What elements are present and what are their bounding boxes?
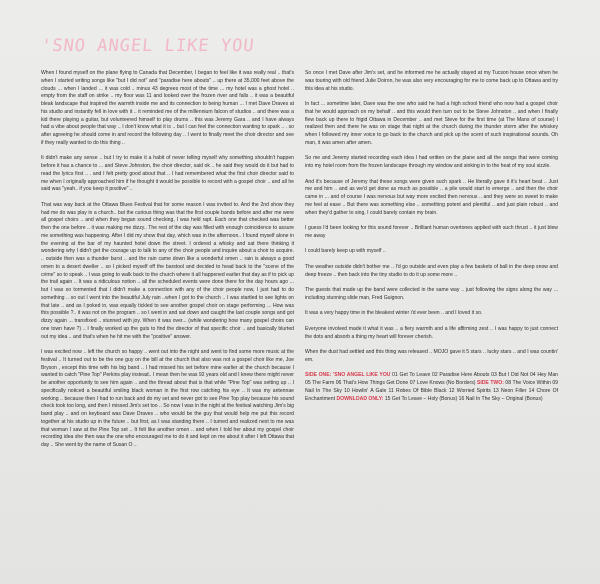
download-only-label: DOWNLOAD ONLY: [336,395,385,402]
right-text-column [305,70,558,411]
side-one-tracks: 01 Get To Leave 02 Paradise Here Abouts 03 But I Did Not 04 Hey Man 05 The Farm 06 That's How Things Get Done 07 Love Knows (No Borders) [305,372,558,386]
left-text-column [41,70,294,458]
right-paragraph: And it's because of Jeremy that these songs were given such spark .. He literally gave it it's heart beat .. Just me and him .. and as we'd get done as much as possible .. a pile would start to emerge .. and then the choir came in ... and of course I was nervous but way more excited then nervous .. and they were so sweet to make me feel at ease .. But there was something else .. something potent and plentiful .. and just plain robust .. and when they'd gather to sing, I could barely contain my brain. [305,178,558,216]
right-paragraph: I could barely keep up with myself .. [305,248,386,255]
right-paragraph: Everyone involved made it what it was .. a fiery warmth and a life affirming zest .. I was happy to just connect the dots and absorb a thing my heart will forever cherish. [305,325,558,340]
right-paragraph: The weather outside didn't bother me .. I'd go outside and even play a few baskets of ball in the deep snow and deep freeze .. then back into the tiny studio to do it up some more .. [305,263,558,278]
left-paragraph: It didn't make any sense .. but I try to make it a habit of never telling myself why something shouldn't happen before it has a chance to ... and Steve Johnston, the choir director, said ok .. he said they would do it but had to read the lyrics first .. . and I felt pretty good about that .. I had remembered what the first choir director said to me when I originally approached him if he thought it would be possible to record with a gospel choir .. and all he said was "yeah.. if you keep it positive" .. [41,155,294,193]
right-paragraph: So me and Jeremy started recording each idea I had written on the plane and all the songs that were coming into my hotel room from the frozen landscape through my window and sinking in to the heat of my soul sizzle. [305,155,558,169]
left-paragraph: That was way back at the Ottawa Blues Festival that for some reason I was invited to. And the 2nd show they had me do was play in a church.. but the curious thing was that the first couple bands before and after me were all gospel choirs .. and when they began sound checking, I was held rapt. Each one that checked was better then the one before .. it was making me dizzy.. The rest of the day was filled with enough coincidence to assure me something was happening. After I did my show that day, which was in the afternoon.. I found myself alone in the evening at the bar of my haunted hotel down the street. I ordered a whisky and sat there thinking it wondering why I didn't get the courage up to talk to any of the choir people and inquire about a choir to acquire. .. outside then was a thunder burst .. and the rain came down like a wonderful omen .. rain is always a good omen to a desert dweller .. so I picked myself off the barstool and decided to head back to the "scene of the crime" so to speak .. I was going to walk back to the church where it all happened earlier that day as if to pick up the trail again .. It was a ridiculous notion .. all the scheduled events were done there for the day hours ago ... but I was so tormented that I didn't make a connection with any of the choir people now, I just had to do something .. so out I went into the beautiful July rain ..when I got to the church .. I was startled to see lights on that late .. and as I poked in, was equally tickled to see another gospel choir on stage performing ... How was this possible ?.. it was not on the program .. so I went in and sat down and caught the last couple songs and got dizzy again ... transfixed .. stunned with joy. When it was over... (while wondering how many gospel choirs can one town have ?) .. I finally worked up the guts to find the director of that specific choir .. and basically blurted out my idea .. and that's when he hit me with the "positive" answer. [41,201,294,340]
right-paragraph: When the dust had settled and this thing was released .. MOJO gave it 5 stars .. lucky stars .. and I was countin' em. [305,349,558,363]
tracklist [305,372,558,403]
left-paragraph: When I found myself on the plane flying to Canada that December, I began to feel like it was really real .. that's when I started writing songs like "but I did not" and "paradise here abouts" .. up there at 35,000 feet above the clouds ... when I landed ... it was cold .. minus 43 degrees most of the time ... my hotel was a ghost hotel .. empty from the staff on strike .. my floor was 11 and looked over the frozen river and falls .. it was a beautiful bleak landscape that inspired the warmth inside me and its connection to being human ... I met Dave Draves at his studio and instantly fell in love with it .. it reminded me of the millennium falcon of studios .. and there was a kid there playing a guitar, but volunteered himself to play drums .. this was Jeremy Gara .. and I have always had a vibe about people that way .. I don't know what it is .. but I can feel the connection wanting to spark .. . so after agreeing he should come in and record the following day .. I went to finally meet the choir director and see if they really wanted to do this thing .. [41,70,294,146]
right-paragraph: In fact ... sometime later, Dave was the one who said he had a high school friend who now had a gospel choir that he would approach on my behalf .. and this would then turn out to be Steve Johnston .. and when I finally flew back up there to frigid Ottawa in December .. and met Steve for the first time (at The Mans of course) I realized then and there he was on stage that night at the church during the thunder storm after the whiskey when I followed my inner voice to go back to the church and pick up the scent of such inspirational sounds. Oh man, it was amen after amen. [305,101,558,146]
side-two-tracks: 08 The Voice Within 09 Nail In The Sky 10 Howlin' A Gale 11 Robes Of Bible Black 12 Worried Spirits 13 Neon Filler 14 Chore Of Enchantment [305,380,558,402]
left-paragraph: I was excited now .. left the church so happy .. went out into the night and went to find some more music at the festival .. It turned out to be the one guy on the bill at the church that also was not a gospel choir like me, Joe Bryson , except this time with his big band .. I had missed his set before mine earlier at the church because I wanted to catch "Pine Top" Perkins play instead.. I mean then he was 92 years old and I knew there might never be another opportunity to see him again .. and the thread about that is that while "Pine Top" was setting up .. I specifically noticed a beautiful smiling black woman in the first row catching his eye .. It was my antennae working .. because then I had to run back and do my set and never got to see Pine Top play because his sound check took too long, and then I missed Jim's set too .. So now I was in the night at the festival watching Jim's big band play .. and on keyboard was Dave Draves .. who would be the guy that would help me put this record together at his studio up in the future .. but first, as I was standing there .. I turned and realized next to me was that woman I saw at the Pine Top set .. It felt like another omen .. and when I told her about my gospel choir recording idea she then was the one who encouraged me to do it and kept on me about it after I left Ottawa that day .. She went by the name of Susan O .. [41,349,294,448]
download-tracks: 15 Get To Leave – Holy (Bonus) 16 Nail In The Sky – Original (Bonus) [384,395,543,402]
right-paragraph: I guess I'd been looking for this sound forever .. Brilliant human overtones applied with such thrust .. it just blew me away [305,225,558,239]
album-title: 'SNO ANGEL LIKE YOU [39,36,256,56]
side-one-label: SIDE ONE: 'SNO ANGEL LIKE YOU [305,372,393,379]
side-two-label: SIDE TWO: [476,380,506,386]
right-paragraph: The guests that made up the band were collected in the same way .. just following the signs along the way ... including stunning slide man, Fred Guignon. [305,287,558,301]
right-paragraph: So once I met Dave after Jim's set, and he informed me he actually stayed at my Tucson house once when he was touring with old friend Julie Doiron, he was also very encouraging for me to come back up to Ottawa and try this idea at his studio. [305,70,558,92]
right-paragraph: It was a very happy time in the bleakest winter i'd ever been .. and I loved it so. [305,310,483,317]
